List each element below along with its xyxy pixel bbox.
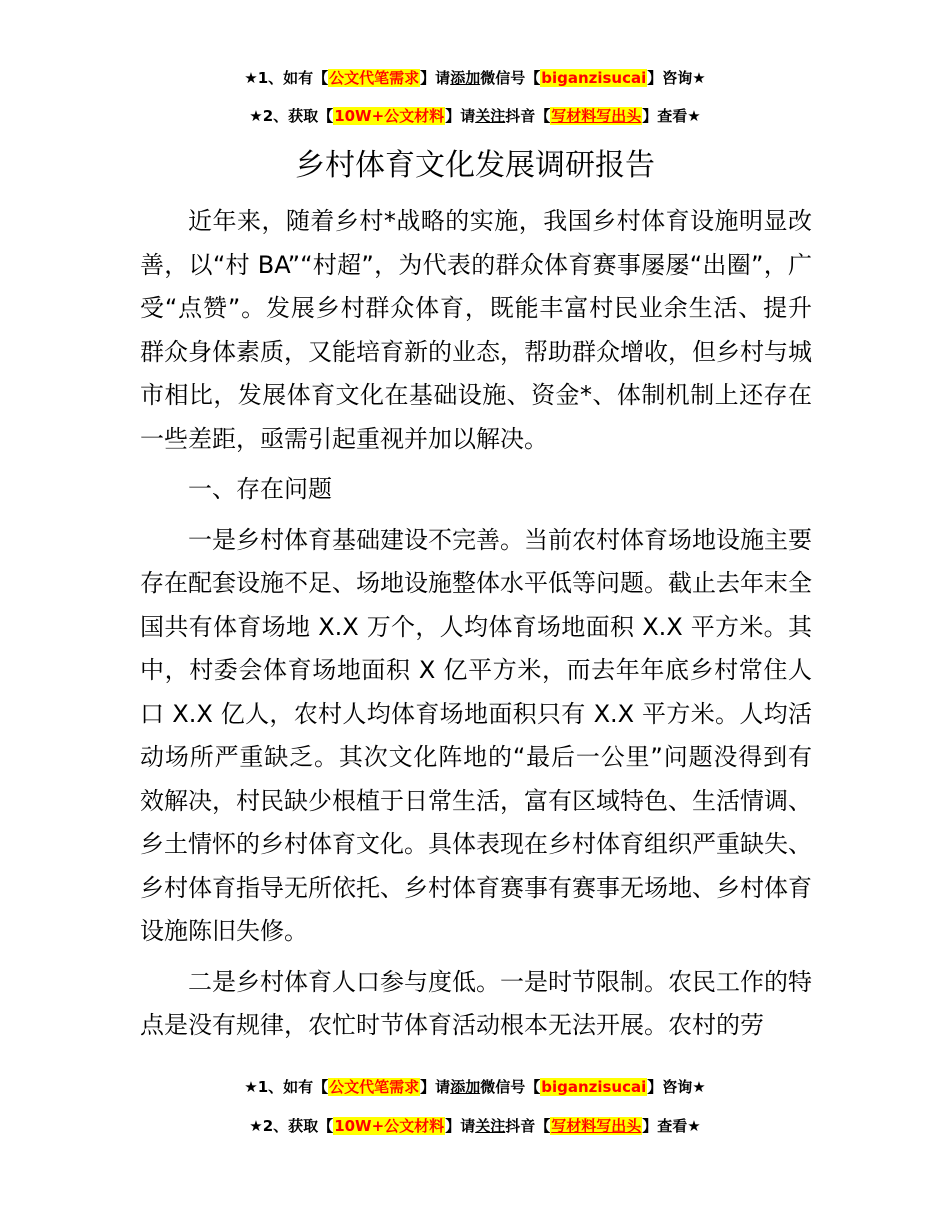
document-title: 乡村体育文化发展调研报告 [295, 148, 655, 183]
top-banner-line-1: ★1、如有【公文代笔需求】请添加微信号【biganzisucai】咨询★ [244, 69, 706, 87]
top-banner-line-2: ★2、获取【10W+公文材料】请关注抖音【写材料写出头】查看★ [249, 107, 701, 125]
paragraph-problem-2: 二是乡村体育人口参与度低。一是时节限制。农民工作的特点是没有规律，农忙时节体育活动根本无法开展。农村的劳 [140, 967, 812, 1039]
highlight-materials: 10W+公文材料 [334, 107, 445, 125]
section-heading: 一、存在问题 [188, 475, 332, 503]
bottom-banner-line-1: ★1、如有【公文代笔需求】请添加微信号【biganzisucai】咨询★ [244, 1078, 706, 1096]
paragraph-intro: 近年来，随着乡村*战略的实施，我国乡村体育设施明显改善，以“村 BA”“村超”，为代表的群众体育赛事屡屡“出圈”，广受“点赞”。发展乡村群众体育，既能丰富村民业余生活、提升群众身体素质，又能培育新的业态，帮助群众增收，但乡村与城市相比，发展体育文化在基础设施、资金*、体制机制上还存在一些差距，亟需引起重视并加以解决。 [140, 207, 812, 453]
highlight-service: 公文代笔需求 [329, 1078, 420, 1096]
highlight-materials: 10W+公文材料 [334, 1117, 445, 1135]
highlight-wechat-id: biganzisucai [541, 69, 647, 87]
highlight-douyin-account: 写材料写出头 [551, 107, 642, 125]
paragraph-problem-1: 一是乡村体育基础建设不完善。当前农村体育场地设施主要存在配套设施不足、场地设施整体水平低等问题。截止去年末全国共有体育场地 X.X 万个，人均体育场地面积 X.X 平方米。其中，村委会体育场地面积 X 亿平方米，而去年年底乡村常住人口 X.X 亿人，农村人均体育场地面积只有 X.X 平方米。人均活动场所严重缺乏。其次文化阵地的“最后一公里”问题没得到有效解决，村民缺少根植于日常生活，富有区域特色、生活情调、乡土情怀的乡村体育文化。具体表现在乡村体育组织严重缺失、乡村体育指导无所依托、乡村体育赛事有赛事无场地、乡村体育设施陈旧失修。 [140, 525, 812, 945]
highlight-douyin-account: 写材料写出头 [551, 1117, 642, 1135]
highlight-wechat-id: biganzisucai [541, 1078, 647, 1096]
bottom-banner-line-2: ★2、获取【10W+公文材料】请关注抖音【写材料写出头】查看★ [249, 1117, 701, 1135]
document-body [140, 200, 812, 1055]
highlight-service: 公文代笔需求 [329, 69, 420, 87]
